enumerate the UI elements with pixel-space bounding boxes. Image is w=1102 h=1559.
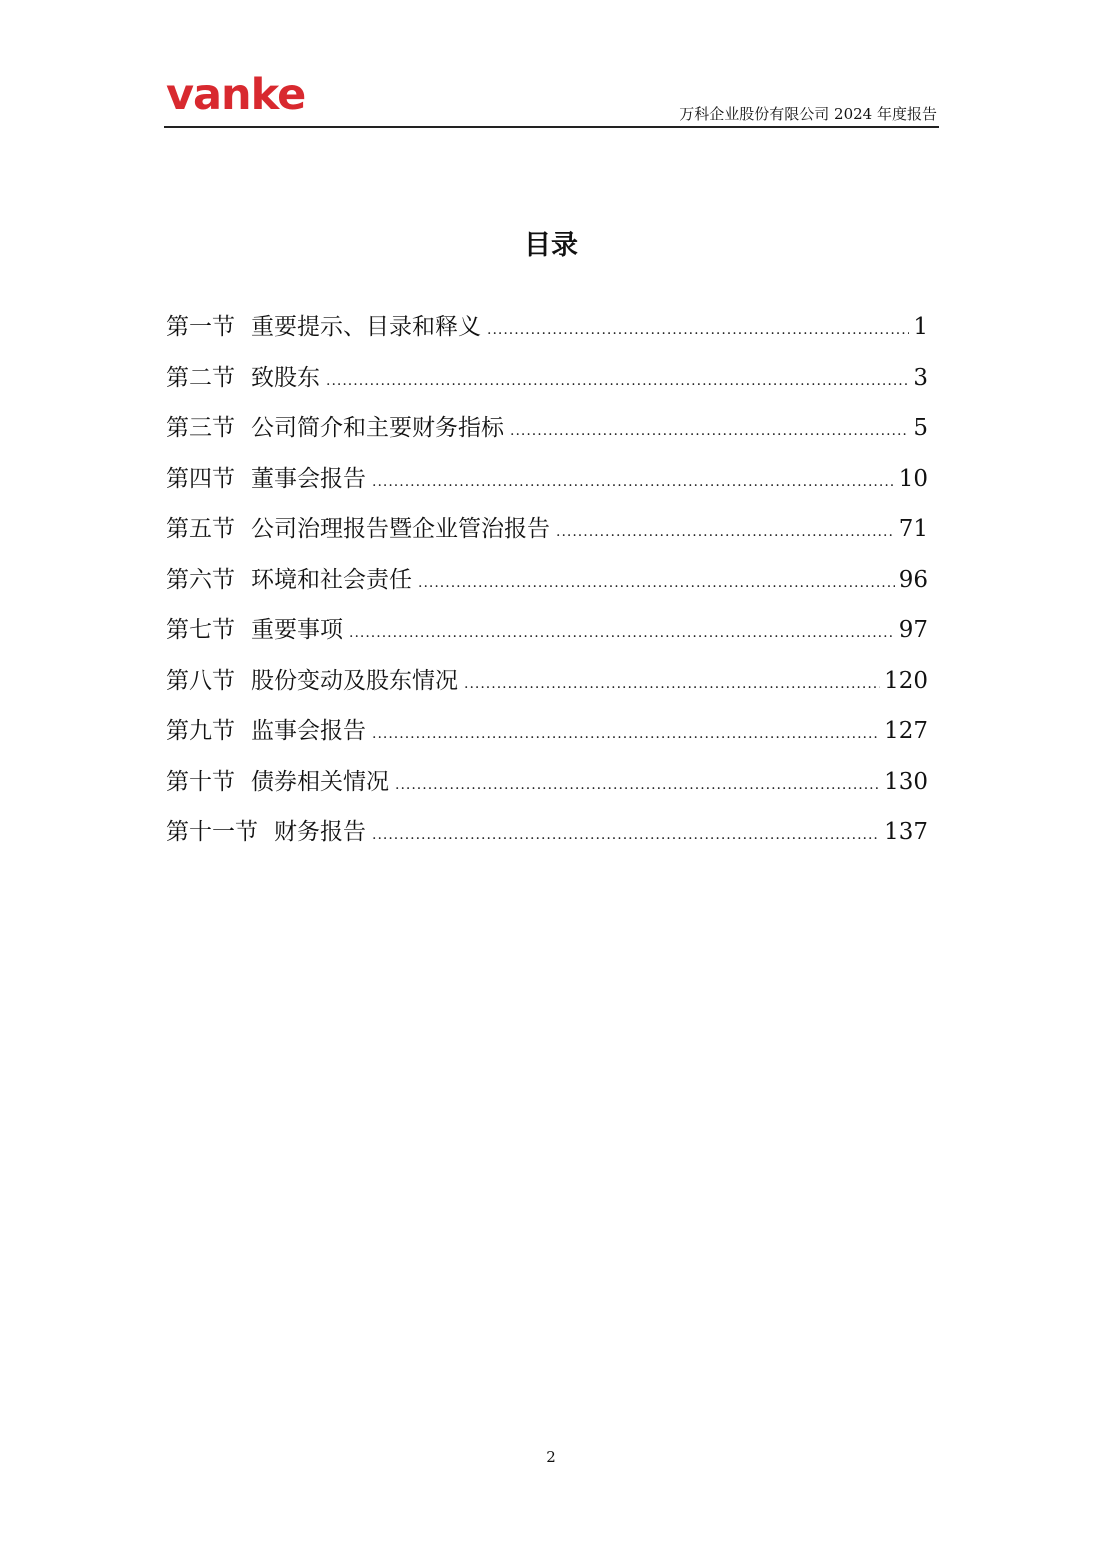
toc-heading: 目录 — [524, 230, 578, 261]
toc-page-number: 127 — [884, 718, 928, 744]
toc-leader-dots — [510, 409, 909, 453]
toc-section-number: 第十一节 — [166, 819, 258, 845]
toc-leader-dots — [349, 611, 895, 655]
toc-section-title: 债券相关情况 — [251, 768, 389, 795]
toc-section-number: 第四节 — [166, 465, 235, 492]
toc-leader-dots — [372, 813, 880, 857]
toc-leader-dots — [487, 308, 909, 352]
page-header — [164, 72, 939, 128]
toc-section-number: 第十节 — [166, 768, 235, 795]
toc-page-number: 97 — [898, 617, 928, 643]
toc-section-title: 公司治理报告暨企业管治报告 — [251, 516, 550, 542]
toc-leader-dots — [464, 662, 880, 706]
toc-page-number: 3 — [913, 364, 928, 391]
toc-section-number: 第五节 — [166, 516, 235, 542]
toc-section-title: 财务报告 — [274, 819, 366, 845]
toc-section-title: 董事会报告 — [251, 465, 366, 492]
toc-entry[interactable] — [166, 507, 928, 558]
toc-page-number: 96 — [898, 566, 928, 593]
toc-section-number: 第六节 — [166, 566, 235, 593]
toc-page-number: 10 — [898, 465, 928, 492]
toc-page-number: 120 — [884, 667, 928, 694]
toc-section-number: 第二节 — [166, 364, 235, 391]
toc-section-number: 第八节 — [166, 667, 235, 694]
page-number: 2 — [546, 1448, 556, 1466]
toc-entry[interactable] — [166, 305, 928, 356]
toc-section-title: 重要提示、目录和释义 — [251, 314, 481, 340]
toc-section-number: 第九节 — [166, 718, 235, 744]
toc-section-title: 致股东 — [251, 364, 320, 391]
toc-page-number: 137 — [884, 819, 928, 845]
toc-section-title: 股份变动及股东情况 — [251, 667, 458, 694]
toc-entry[interactable] — [166, 406, 928, 457]
vanke-logo: vanke — [166, 70, 306, 120]
toc-entry[interactable] — [166, 457, 928, 508]
toc-section-title: 环境和社会责任 — [251, 566, 412, 593]
toc-section-title: 监事会报告 — [251, 718, 366, 744]
toc-section-title: 公司简介和主要财务指标 — [251, 415, 504, 441]
toc-entry[interactable] — [166, 709, 928, 760]
toc-leader-dots — [372, 712, 880, 756]
toc-leader-dots — [556, 510, 895, 554]
toc-entry[interactable] — [166, 608, 928, 659]
report-title: 万科企业股份有限公司 2024 年度报告 — [679, 105, 937, 123]
toc-section-title: 重要事项 — [251, 617, 343, 643]
toc-entry[interactable] — [166, 810, 928, 861]
toc-entry[interactable] — [166, 558, 928, 609]
toc-page-number: 5 — [913, 415, 928, 441]
toc-leader-dots — [395, 763, 880, 807]
toc-page-number: 130 — [884, 768, 928, 795]
toc-page-number: 1 — [913, 314, 928, 340]
toc-section-number: 第七节 — [166, 617, 235, 643]
toc-leader-dots — [418, 561, 895, 605]
toc-entry[interactable] — [166, 760, 928, 811]
toc-entry[interactable] — [166, 659, 928, 710]
toc-entry[interactable] — [166, 356, 928, 407]
table-of-contents — [166, 305, 928, 861]
toc-leader-dots — [372, 460, 895, 504]
toc-section-number: 第三节 — [166, 415, 235, 441]
toc-leader-dots — [326, 359, 909, 403]
toc-page-number: 71 — [898, 516, 928, 542]
toc-section-number: 第一节 — [166, 314, 235, 340]
